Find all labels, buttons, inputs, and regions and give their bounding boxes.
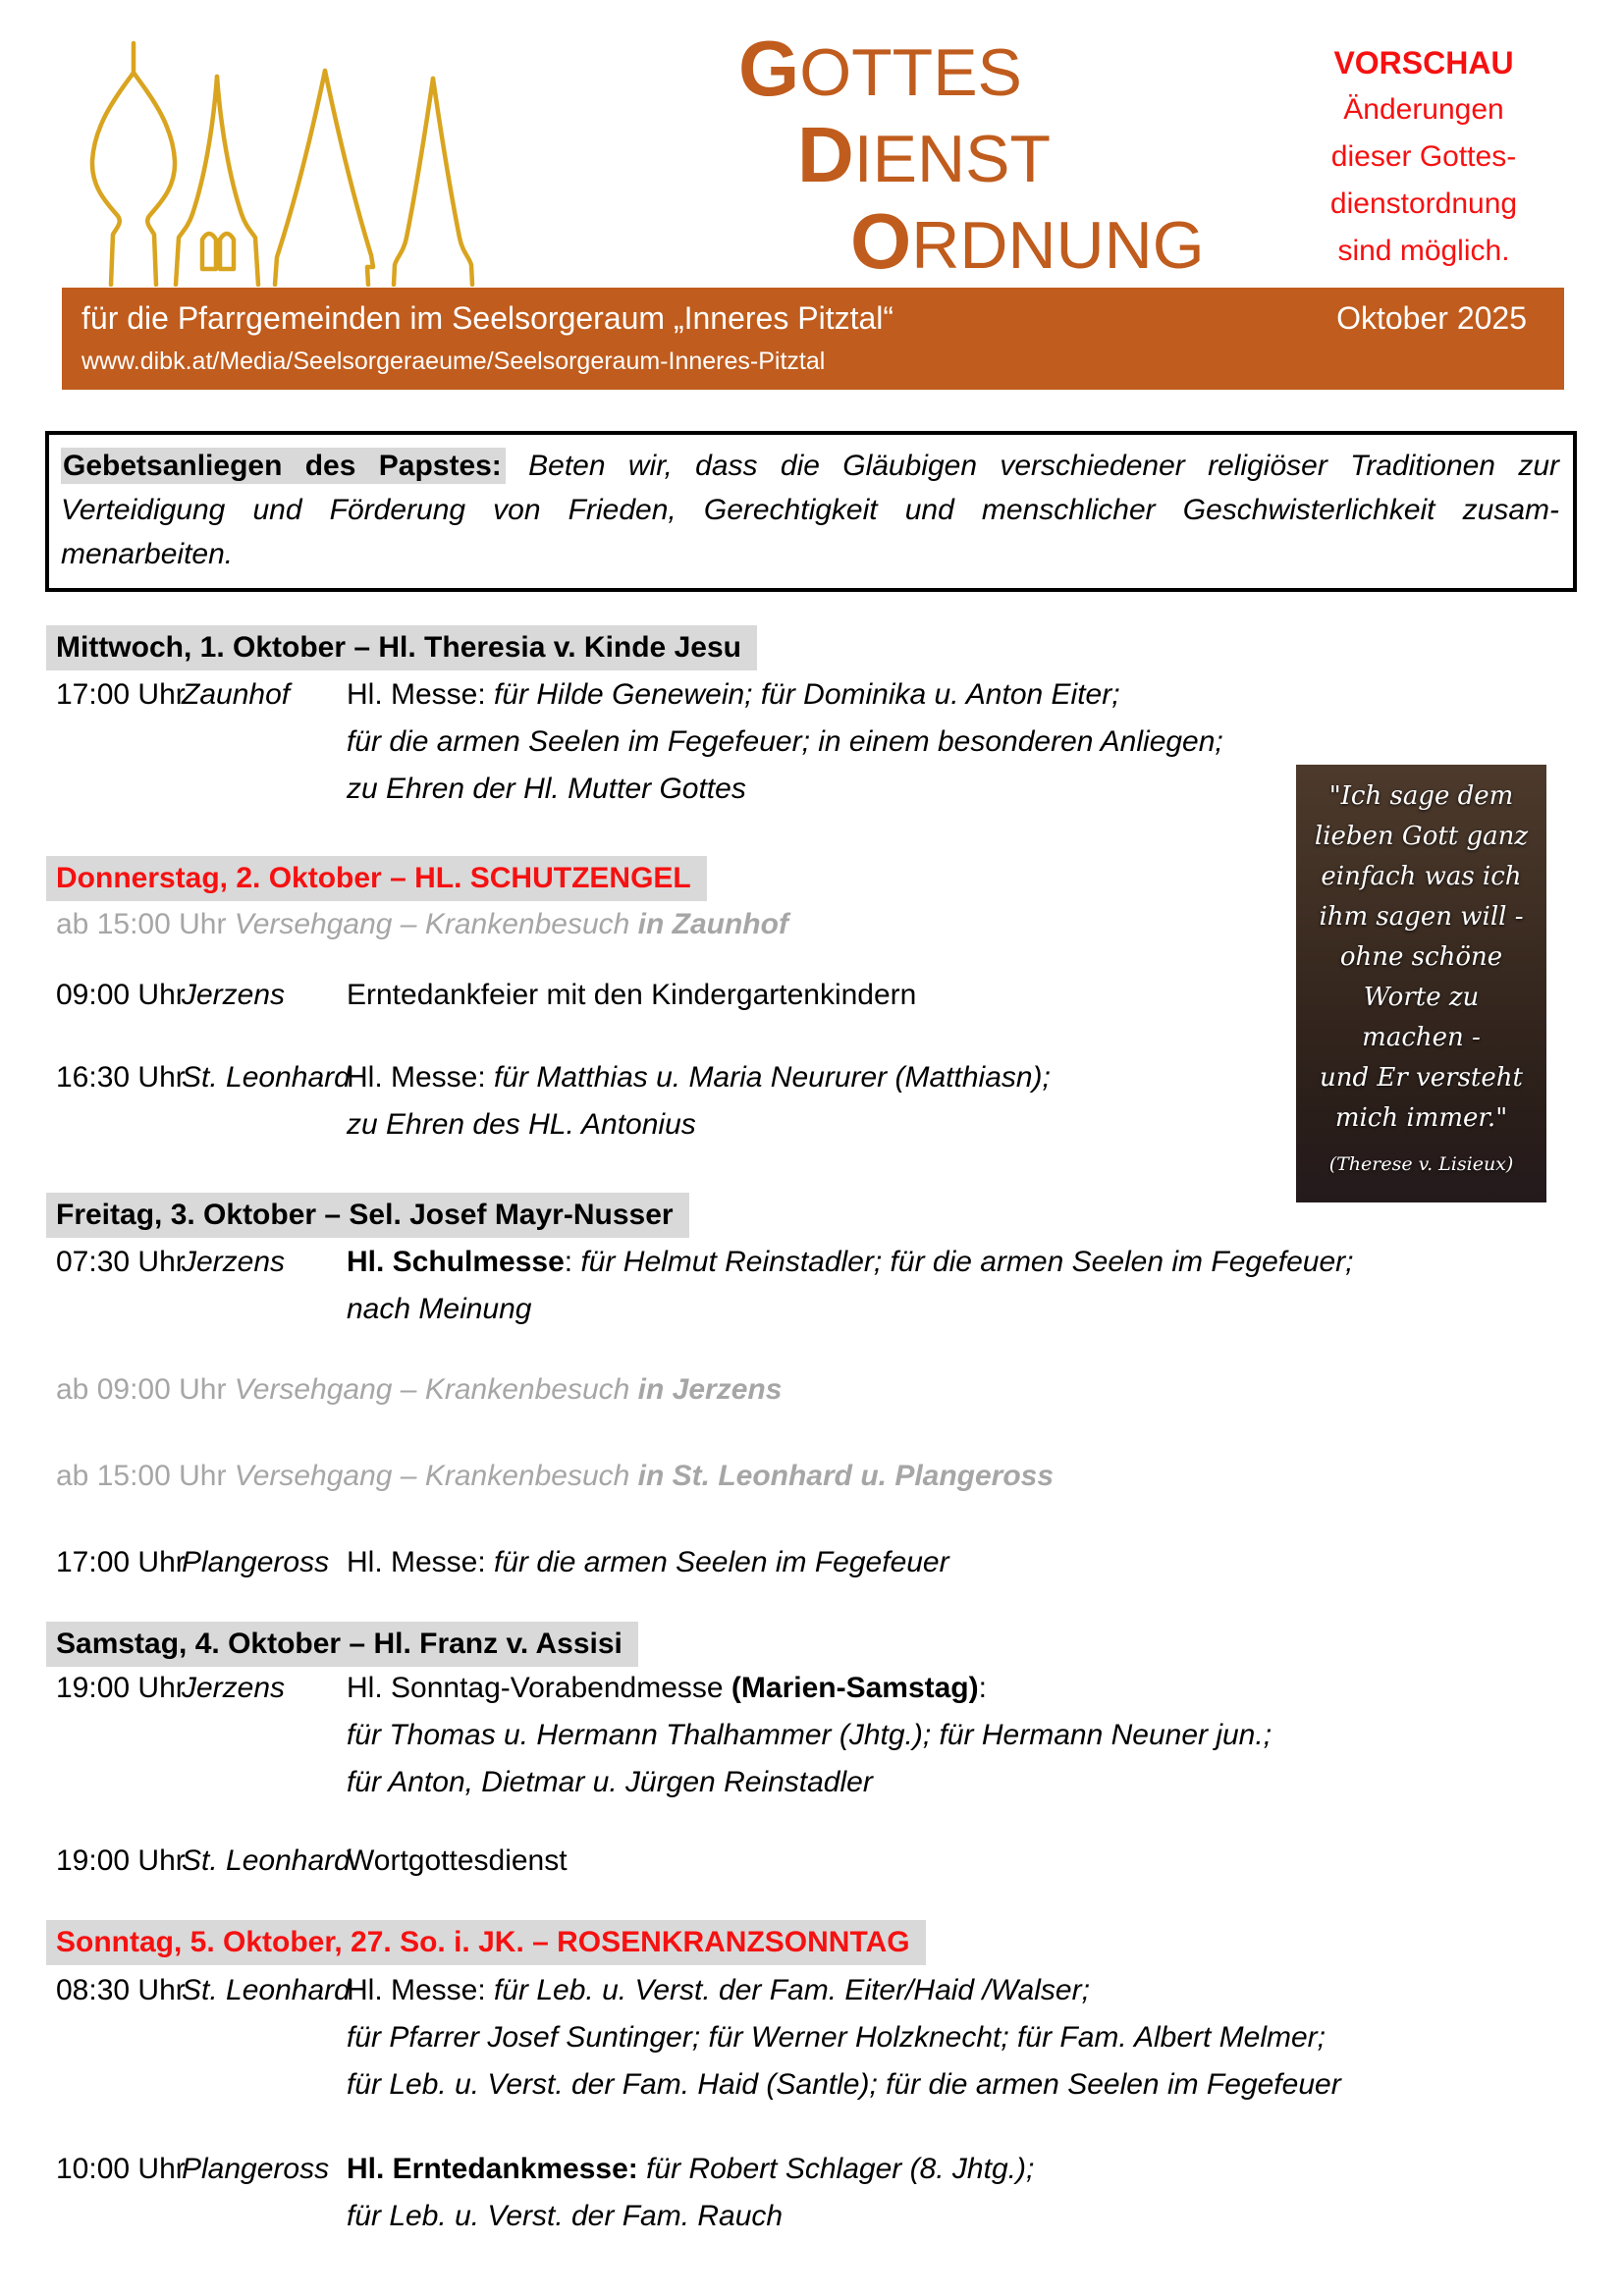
quote-line: lieben Gott ganz <box>1314 822 1529 851</box>
service-type: Hl. Messe: <box>347 678 495 711</box>
service-description <box>347 671 1223 813</box>
note-text: Versehgang – Krankenbesuch <box>234 1373 638 1406</box>
pope-intention-box <box>45 431 1577 592</box>
prayer-line: menarbeiten. <box>61 538 234 570</box>
service-description <box>347 1967 1341 2109</box>
banner-url: www.dibk.at/Media/Seelsorgeraeume/Seelsorgeraum-Inneres-Pitztal <box>81 347 826 375</box>
intention-text: für Leb. u. Verst. der Fam. Haid (Santle); für die armen Seelen im Fegefeuer <box>347 2068 1341 2101</box>
intention-text: für Matthias u. Maria Neururer (Matthiasn); <box>494 1061 1051 1094</box>
service-time: 10:00 Uhr <box>56 2153 186 2185</box>
service-type: Erntedankfeier mit den Kindergartenkindern <box>347 979 917 1011</box>
note-place: in Zaunhof <box>637 908 788 940</box>
intention-text: für Leb. u. Verst. der Fam. Rauch <box>347 2200 784 2232</box>
service-type-colon: : <box>978 1672 987 1704</box>
prayer-line <box>61 444 1559 488</box>
service-description <box>347 1838 568 1885</box>
spire-tall-right <box>325 71 373 285</box>
service-description <box>347 1665 1272 1806</box>
spire-onion-right <box>134 73 175 285</box>
quote-line: einfach was ich <box>1321 862 1522 891</box>
note-place: in Jerzens <box>637 1373 783 1406</box>
intention-text: für Helmut Reinstadler; für die armen Seelen im Fegefeuer; <box>580 1246 1354 1278</box>
service-row <box>56 1239 1353 1333</box>
versehgang-note <box>56 1366 782 1414</box>
intention-text: zu Ehren des HL. Antonius <box>347 1108 696 1141</box>
spire-steeple-right <box>217 77 258 285</box>
service-place: Zaunhof <box>182 678 291 711</box>
quote-line: ihm sagen will - <box>1319 902 1524 932</box>
service-place: St. Leonhard <box>182 1061 351 1094</box>
versehgang-note <box>56 901 788 948</box>
quote-line: machen - <box>1362 1023 1481 1052</box>
service-place: Jerzens <box>182 979 286 1011</box>
service-type: Hl. Messe: <box>347 1061 495 1094</box>
note-text: Versehgang – Krankenbesuch <box>234 908 638 940</box>
service-time: 19:00 Uhr <box>56 1672 186 1704</box>
preview-heading: VORSCHAU <box>1333 45 1514 80</box>
steeple-window-right <box>220 234 234 269</box>
service-time: 17:00 Uhr <box>56 678 186 711</box>
intention-text: für die armen Seelen im Fegefeuer; in einem besonderen Anliegen; <box>347 725 1223 758</box>
subtitle-banner <box>62 288 1564 390</box>
spire-tall-left <box>275 71 325 285</box>
note-time: ab 15:00 Uhr <box>56 1460 235 1492</box>
service-time: 19:00 Uhr <box>56 1844 186 1877</box>
banner-subtitle: für die Pfarrgemeinden im Seelsorgeraum „Inneres Pitztal“ <box>81 300 894 336</box>
intention-text: für Pfarrer Josef Suntinger; für Werner Holzknecht; für Fam. Albert Melmer; <box>347 2021 1326 2054</box>
service-description <box>347 1239 1353 1333</box>
title-line-dienst <box>797 112 1205 198</box>
intention-text: für Thomas u. Hermann Thalhammer (Jhtg.); für Hermann Neuner jun.; <box>347 1719 1272 1751</box>
day-heading-mittwoch: Mittwoch, 1. Oktober – Hl. Theresia v. Kinde Jesu <box>46 625 757 670</box>
service-place: St. Leonhard <box>182 1844 351 1877</box>
church-spires-logo <box>35 20 482 287</box>
spire-steeple-left <box>176 77 217 285</box>
service-type: Hl. Messe: <box>347 1974 495 2006</box>
quote-attribution: (Therese v. Lisieux) <box>1328 1153 1514 1175</box>
day-heading-samstag: Samstag, 4. Oktober – Hl. Franz v. Assisi <box>46 1622 638 1667</box>
steeple-window-left <box>202 234 216 269</box>
service-description <box>347 1539 949 1586</box>
title-rest: OTTES <box>799 35 1022 110</box>
service-row <box>56 671 1223 813</box>
service-type: Hl. Messe: <box>347 1546 495 1578</box>
versehgang-note <box>56 1453 1054 1500</box>
service-row <box>56 1054 1051 1148</box>
quote-line: und Er versteht <box>1320 1063 1523 1093</box>
service-description <box>347 1054 1051 1148</box>
title-rest: IENST <box>853 122 1052 196</box>
banner-month: Oktober 2025 <box>1336 300 1527 336</box>
quote-line: ohne schöne <box>1339 942 1503 972</box>
service-type: Hl. Sonntag-Vorabendmesse <box>347 1672 731 1704</box>
service-time: 08:30 Uhr <box>56 1974 186 2006</box>
preview-notice <box>1298 39 1549 275</box>
spire-narrow-left <box>394 79 433 285</box>
service-row <box>56 1967 1341 2109</box>
spire-narrow-right <box>433 79 472 285</box>
service-time: 17:00 Uhr <box>56 1546 186 1578</box>
service-place: St. Leonhard <box>182 1974 351 2006</box>
intention-text: zu Ehren der Hl. Mutter Gottes <box>347 773 746 805</box>
intention-text: für Hilde Genewein; für Dominika u. Anton Eiter; <box>494 678 1120 711</box>
intention-text: nach Meinung <box>347 1293 532 1325</box>
day-heading-freitag: Freitag, 3. Oktober – Sel. Josef Mayr-Nusser <box>46 1193 689 1238</box>
spire-onion-left <box>92 73 134 285</box>
service-place: Plangeross <box>182 1546 330 1578</box>
intention-text: für Anton, Dietmar u. Jürgen Reinstadler <box>347 1766 873 1798</box>
title-initial: D <box>797 111 854 198</box>
service-type: Wortgottesdienst <box>347 1844 568 1877</box>
masthead-title <box>738 26 1205 285</box>
title-initial: O <box>850 197 912 285</box>
prayer-line: Verteidigung und Förderung von Frieden, Gerechtigkeit und menschlicher Geschwisterlichkeit zusam- <box>61 494 1559 526</box>
service-type-bold: (Marien-Samstag) <box>731 1672 979 1704</box>
preview-line: Änderungen <box>1343 93 1504 126</box>
banner-row <box>81 298 1527 338</box>
service-time: 09:00 Uhr <box>56 979 186 1011</box>
service-place: Plangeross <box>182 2153 330 2185</box>
day-heading-sonntag: Sonntag, 5. Oktober, 27. So. i. JK. – ROSENKRANZSONNTAG <box>46 1920 926 1965</box>
service-time: 16:30 Uhr <box>56 1061 186 1094</box>
service-description <box>347 2146 1034 2240</box>
service-row <box>56 1665 1272 1806</box>
service-place: Jerzens <box>182 1672 286 1704</box>
intention-text: für die armen Seelen im Fegefeuer <box>494 1546 949 1578</box>
title-rest: RDNUNG <box>911 208 1205 283</box>
preview-line: sind möglich. <box>1337 235 1510 267</box>
service-type: Hl. Schulmesse <box>347 1246 565 1278</box>
service-type: Hl. Erntedankmesse: <box>347 2153 638 2185</box>
service-row <box>56 1539 949 1586</box>
preview-line: dienstordnung <box>1329 187 1518 220</box>
therese-quote-image <box>1296 765 1546 1202</box>
note-time: ab 15:00 Uhr <box>56 908 235 940</box>
service-row <box>56 2146 1034 2240</box>
title-line-ordnung <box>850 198 1205 285</box>
prayer-label: Gebetsanliegen des Papstes: <box>61 448 506 484</box>
service-row <box>56 972 916 1019</box>
note-place: in St. Leonhard u. Plangeross <box>637 1460 1055 1492</box>
intention-text: für Leb. u. Verst. der Fam. Eiter/Haid /Walser; <box>494 1974 1090 2006</box>
quote-line: Worte zu <box>1363 983 1480 1012</box>
quote-line: mich immer." <box>1334 1103 1508 1133</box>
service-place: Jerzens <box>182 1246 286 1278</box>
title-initial: G <box>738 25 800 112</box>
service-type-colon: : <box>564 1246 581 1278</box>
day-heading-donnerstag: Donnerstag, 2. Oktober – HL. SCHUTZENGEL <box>46 856 707 901</box>
prayer-text: Beten wir, dass die Gläubigen verschiedener religiöser Traditionen zur <box>528 450 1559 482</box>
note-text: Versehgang – Krankenbesuch <box>234 1460 638 1492</box>
service-description <box>347 972 916 1019</box>
note-time: ab 09:00 Uhr <box>56 1373 235 1406</box>
intention-text: für Robert Schlager (8. Jhtg.); <box>637 2153 1035 2185</box>
service-row <box>56 1838 568 1885</box>
title-line-gottes <box>738 26 1205 112</box>
quote-line: "Ich sage dem <box>1328 781 1514 811</box>
service-time: 07:30 Uhr <box>56 1246 186 1278</box>
preview-line: dieser Gottes- <box>1330 140 1517 173</box>
